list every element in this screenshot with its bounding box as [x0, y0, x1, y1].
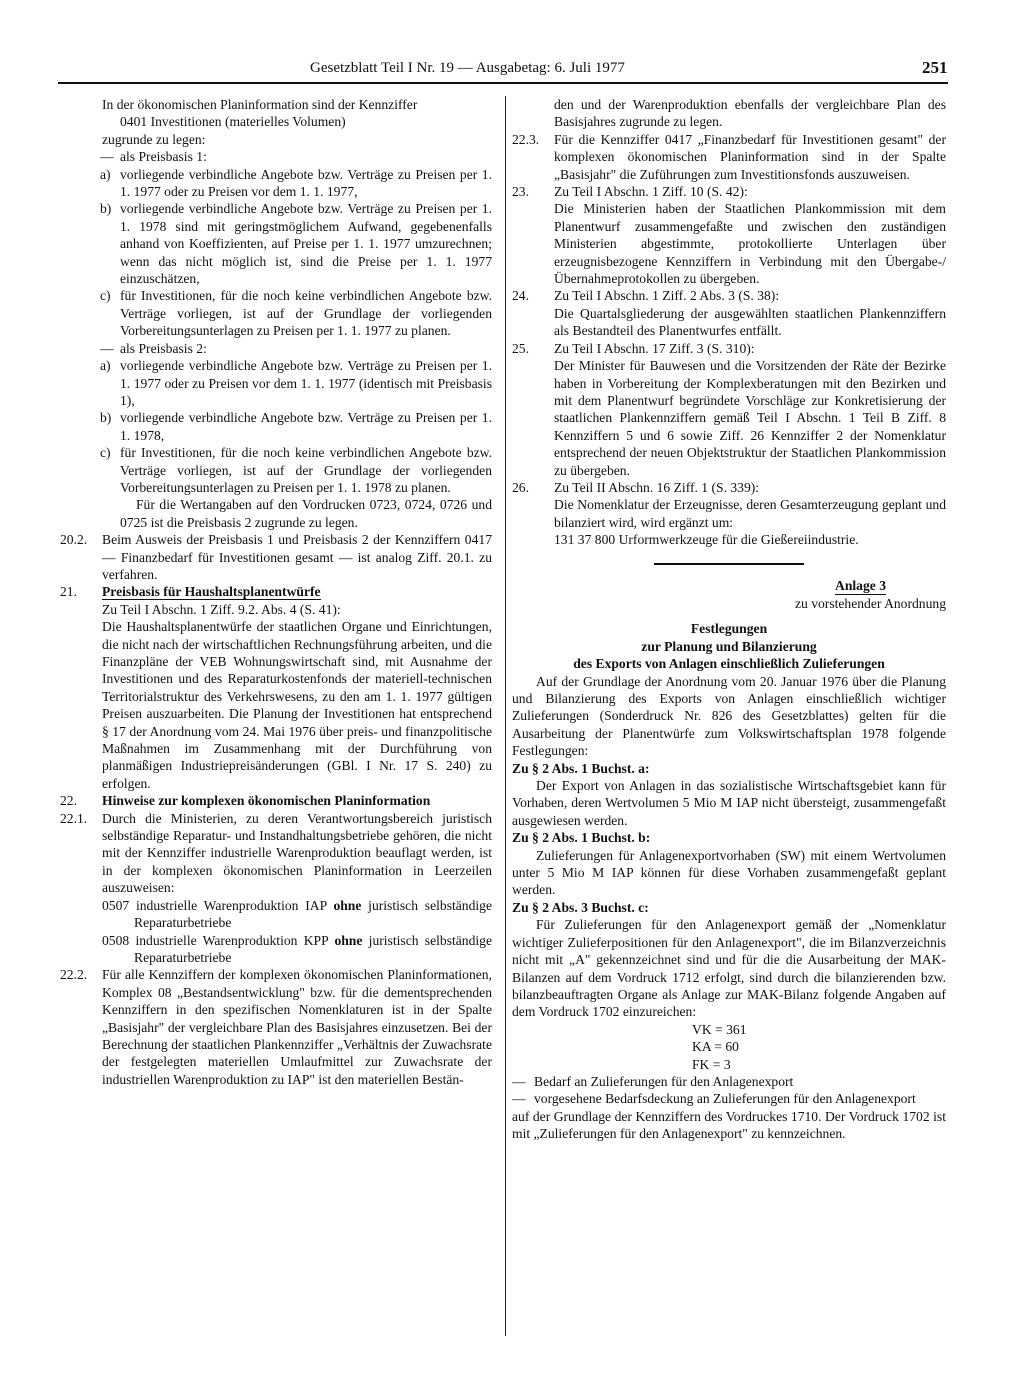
paragraph: In der ökonomischen Planinformation sind der Kennziffer — [102, 97, 418, 112]
kz-text: 0507 industrielle Warenproduktion IAP — [102, 897, 334, 913]
paragraph: den und der Warenproduktion ebenfalls der vergleichbare Plan des Basisjahres zugrunde zu legen. — [554, 97, 946, 130]
item-text: vorliegende verbindliche Angebote bzw. Verträge zu Preisen per 1. 1. 1977 oder zu Preisen vor dem 1. 1. 1977 (identisch mit Preisbasis 1), — [120, 358, 492, 408]
formula-line: KA = 60 — [692, 1039, 739, 1055]
kennziffer-0401: 0401 Investitionen (materielles Volumen) — [120, 114, 346, 130]
section-text: Beim Ausweis der Preisbasis 1 und Preisbasis 2 der Kennziffern 0417 — Finanzbedarf für Investitionen gesamt — ist analog Ziff. 20.1. zu verfahren. — [102, 532, 492, 582]
item-text: vorliegende verbindliche Angebote bzw. Verträge zu Preisen per 1. 1. 1978, — [120, 410, 492, 443]
item-text: Bedarf an Zulieferungen für den Anlagenexport — [534, 1073, 794, 1089]
list-heading: als Preisbasis 1: — [120, 149, 207, 165]
paragraph: Der Export von Anlagen in das sozialistische Wirtschaftsgebiet kann für Vorhaben, deren Wertvolumen 5 Mio M IAP nicht übersteigt, zusammengefaßt ausgewiesen werden. — [512, 778, 946, 828]
section-22 — [60, 792, 492, 809]
section-number: 21. — [60, 584, 77, 600]
formula-line: VK = 361 — [692, 1021, 747, 1037]
running-header: Gesetzblatt Teil I Nr. 19 — Ausgabetag: 6. Juli 1977 — [310, 60, 625, 76]
kennziffer-0507 — [60, 897, 492, 932]
item-text: vorliegende verbindliche Angebote bzw. Verträge zu Preisen per 1. 1. 1978 sind mit geringstmöglichem Aufwand, gegebenenfalls anhand von Koeffizienten, auf Preise per 1. 1. 1977 umzurechnen; wenn das nicht möglich ist, sind die Preise per 1. 1. 1977 einzuschätzen, — [120, 201, 492, 287]
list-item — [60, 148, 492, 165]
list-item — [60, 340, 492, 357]
section-22-1 — [60, 810, 492, 897]
list-item — [60, 444, 492, 496]
paragraph: Die Haushaltsplanentwürfe der staatlichen Organe und Einrichtungen, die nicht nach der wirtschaftlichen Rechnungsführung arbeiten, und die Finanzpläne der VEB Wohnungswirtschaft sind, mit Ausnahme der Investitionen und des Reparaturkostenfonds der materiell-technischen Territorialstruktur des Verkehrswesens, zu den am 1. 1. 1977 gültigen Preisen auszuarbeiten. Die Planung der Investitionen hat entsprechend § 17 der Anordnung vom 24. Mai 1976 über preis- und finanzpolitische Maßnahmen im Zusammenhang mit der Durchführung von planmäßigen Industriepreisänderungen (GBl. I Nr. 17 S. 240) zu erfolgen. — [102, 619, 492, 791]
title-text: zur Planung und Bilanzierung — [641, 638, 817, 654]
doc-title-line — [512, 638, 946, 655]
section-26 — [512, 479, 946, 496]
subheading-text: Zu § 2 Abs. 1 Buchst. a: — [512, 760, 650, 776]
section-heading: Preisbasis für Haushaltsplanentwürfe — [102, 584, 321, 600]
paragraph: 131 37 800 Urformwerkzeuge für die Gießereiindustrie. — [554, 532, 859, 548]
paragraph: auf der Grundlage der Kennziffern des Vordruckes 1710. Der Vordruck 1702 ist mit „Zulieferungen für den Anlagenexport" zu kennzeichnen. — [512, 1108, 946, 1142]
list-item — [60, 287, 492, 339]
section-number: 23. — [512, 184, 529, 200]
item-text: für Investitionen, für die noch keine verbindlichen Angebote bzw. Verträge vorliegen, ist auf der Grundlage der vorliegenden Vorbereitungsunterlagen zu Preisen per 1. 1. 1977 zu planen. — [120, 288, 492, 339]
dash-marker: — — [100, 149, 114, 165]
section-text: Für alle Kennziffern der komplexen ökonomischen Planinformationen, Komplex 08 „Bestandsentwicklung" bzw. für die dementsprechenden Kennziffern in den spezifischen Nomenklaturen ist in der Spalte „Basisjahr" der vergleichbare Plan des Basisjahres einzusetzen. Bei der Berechnung der staatlichen Plankennziffer „Verhältnis der Zuwachsrate der festgelegten materiellen Umlaufmittel zur Zuwachsrate der industriellen Warenproduktion zu IAP" ist den materiellen Bestän- — [102, 967, 492, 1087]
kz-emphasis: ohne — [333, 897, 362, 913]
item-marker: c) — [100, 445, 111, 461]
section-21 — [60, 583, 492, 600]
paragraph: Die Nomenklatur der Erzeugnisse, deren Gesamterzeugung geplant und bilanziert wird, wird ergänzt um: — [554, 497, 946, 530]
item-text: für Investitionen, für die noch keine verbindlichen Angebote bzw. Verträge vorliegen, ist auf der Grundlage der vorliegenden Vorbereitungsunterlagen zu Preisen per 1. 1. 1978 zu planen. — [120, 445, 492, 495]
doc-title-line — [512, 655, 946, 672]
list-item — [60, 357, 492, 409]
item-marker: c) — [100, 288, 111, 304]
header-rule — [58, 82, 948, 84]
reference: Zu Teil II Abschn. 16 Ziff. 1 (S. 339): — [554, 479, 760, 495]
subheading-text: Zu § 2 Abs. 3 Buchst. c: — [512, 899, 649, 915]
item-marker: b) — [100, 201, 112, 217]
section-number: 22.1. — [60, 810, 88, 826]
annex-label — [512, 577, 946, 595]
section-heading: Hinweise zur komplexen ökonomischen Planinformation — [102, 793, 431, 809]
kennziffer-0508 — [60, 932, 492, 967]
formula-line: FK = 3 — [692, 1056, 731, 1072]
reference: Zu Teil I Abschn. 1 Ziff. 2 Abs. 3 (S. 38): — [554, 288, 780, 304]
list-item — [60, 166, 492, 201]
item-marker: b) — [100, 410, 112, 426]
left-column — [60, 96, 492, 1088]
section-23 — [512, 183, 946, 200]
section-number: 22. — [60, 793, 77, 809]
section-number: 26. — [512, 479, 529, 495]
reference: Zu Teil I Abschn. 1 Ziff. 9.2. Abs. 4 (S. 41): — [102, 601, 341, 617]
reference: Zu Teil I Abschn. 17 Ziff. 3 (S. 310): — [554, 340, 755, 356]
paragraph: Der Minister für Bauwesen und die Vorsitzenden der Räte der Bezirke haben in Vorbereitung der Komplexberatungen mit den Bezirken und mit dem Planentwurf begründete Vorschläge zur Konkretisierung der staatlichen Plankennziffern gemäß Teil I Abschn. 1 Teil B Ziff. 8 Kennziffern 5 und 6 sowie Ziff. 26 Kennziffer 2 der Nomenklatur entsprechend der neuen Objektstruktur der Staatlichen Plankommission zu übergeben. — [554, 358, 946, 478]
section-number: 22.2. — [60, 967, 88, 983]
paragraph: Die Quartalsgliederung der ausgewählten staatlichen Plankennziffern als Bestandteil des Planentwurfes entfällt. — [554, 305, 946, 339]
column-divider — [505, 96, 506, 1336]
annex-subtitle: zu vorstehender Anordnung — [794, 595, 946, 611]
section-25 — [512, 340, 946, 357]
paragraph: Auf der Grundlage der Anordnung vom 20. Januar 1976 über die Planung und Bilanzierung des Exports von Anlagen einschließlich wichtiger Zulieferungen (Sonderdruck Nr. 826 des Gesetzblattes) gelten für die Ausarbeitung der Planentwürfe zum Volkswirtschaftsplan 1978 folgende Festlegungen: — [512, 673, 946, 759]
paragraph: Für Zulieferungen für den Anlagenexport gemäß der „Nomenklatur wichtiger Zulieferpositionen für den Anlagenexport", die im Bilanzverzeichnis nicht mit „A" gekennzeichnet sind und für die die Ausarbeitung der MAK-Bilanzen auf dem Vordruck 1712 erfolgt, sind durch die bilanzierenden bzw. bilanzbeauftragten Organe als Anlage zur MAK-Bilanz folgende Angaben auf dem Vordruck 1702 einzureichen: — [512, 917, 946, 1020]
paragraph: Zulieferungen für Anlagenexportvorhaben (SW) mit einem Wertvolumen unter 5 Mio M IAP können für diese Vorhaben zusammengefaßt geplant werden. — [512, 847, 946, 898]
list-heading: als Preisbasis 2: — [120, 340, 207, 356]
section-number: 20.2. — [60, 532, 88, 548]
dash-marker: — — [100, 340, 114, 356]
item-text: vorgesehene Bedarfsdeckung an Zulieferungen für den Anlagenexport — [534, 1091, 916, 1107]
annex-title: Anlage 3 — [835, 577, 886, 595]
item-marker: a) — [100, 358, 111, 374]
section-text: Für die Kennziffer 0417 „Finanzbedarf für Investitionen gesamt" der komplexen ökonomischen Planinformation sind in der Spalte „Basisjahr" die Zuführungen zum Investitionsfonds auszuweisen. — [554, 131, 946, 182]
separator-rule — [654, 563, 804, 565]
list-item — [512, 1090, 946, 1107]
kz-text: juristisch selbständige Reparaturbetriebe — [134, 932, 493, 965]
kz-emphasis: ohne — [334, 932, 363, 948]
dash-marker: — — [512, 1073, 526, 1089]
section-number: 22.3. — [512, 131, 540, 147]
subheading — [512, 899, 946, 916]
title-text: des Exports von Anlagen einschließlich Zulieferungen — [573, 656, 885, 672]
dash-marker: — — [512, 1091, 526, 1107]
list-item — [60, 409, 492, 444]
subheading — [512, 760, 946, 777]
kz-text: 0508 industrielle Warenproduktion KPP — [102, 932, 335, 948]
section-22-3 — [512, 131, 946, 183]
section-number: 25. — [512, 340, 529, 356]
list-item — [60, 200, 492, 287]
item-marker: a) — [100, 166, 111, 182]
right-column — [512, 96, 946, 1143]
kz-text: juristisch selbständige Reparaturbetriebe — [134, 897, 492, 931]
section-text: Durch die Ministerien, zu deren Verantwortungsbereich juristisch selbständige Reparatur- und Instandhaltungsbetriebe gehören, die nicht mit der Kennziffer industrielle Warenproduktion beauflagt werden, ist in der komplexen ökonomischen Planinformation in Leerzeilen auszuweisen: — [102, 810, 492, 896]
paragraph: zugrunde zu legen: — [102, 131, 206, 147]
section-20-2 — [60, 531, 492, 583]
section-24 — [512, 287, 946, 304]
section-22-2 — [60, 966, 492, 1088]
list-item — [512, 1073, 946, 1090]
section-number: 24. — [512, 288, 529, 304]
page-number: 251 — [922, 58, 948, 77]
subheading — [512, 829, 946, 846]
subheading-text: Zu § 2 Abs. 1 Buchst. b: — [512, 830, 651, 846]
paragraph: Für die Wertangaben auf den Vordrucken 0723, 0724, 0726 und 0725 ist die Preisbasis 2 zugrunde zu legen. — [120, 497, 492, 530]
item-text: vorliegende verbindliche Angebote bzw. Verträge zu Preisen per 1. 1. 1977 oder zu Preisen vor dem 1. 1. 1977, — [120, 166, 492, 200]
title-text: Festlegungen — [690, 621, 768, 637]
doc-title-line — [512, 620, 946, 637]
reference: Zu Teil I Abschn. 1 Ziff. 10 (S. 42): — [554, 184, 748, 200]
paragraph: Die Ministerien haben der Staatlichen Plankommission mit dem Planentwurf zusammengefaßte und zwischen den zuständigen Ministerien abgestimmte, protokollierte Unterlagen über erzeugnisbezogene Kennziffern in Verbindung mit den Übergabe-/Übernahmeprotokollen zu übergeben. — [554, 201, 946, 287]
